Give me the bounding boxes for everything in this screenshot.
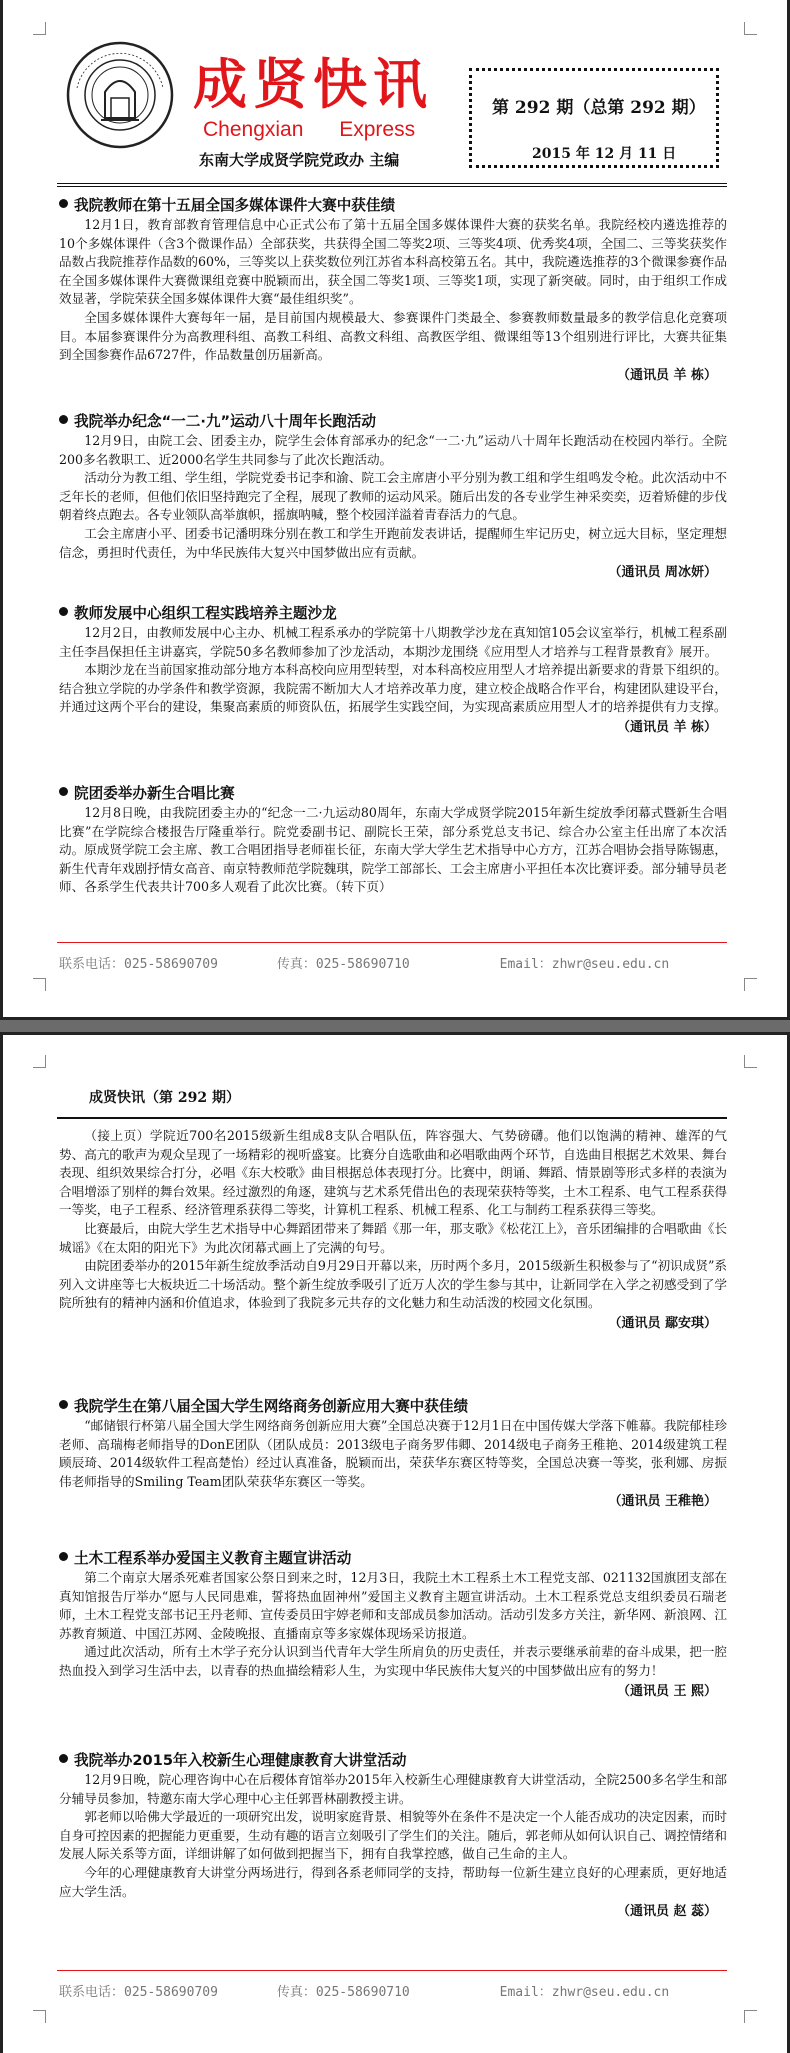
article-byline: （通讯员 王稚艳） [608,1494,717,1510]
issue-box [469,68,719,168]
article-headline: 我院举办2015年入校新生心理健康教育大讲堂活动 [59,1751,727,1771]
footer-email: Email：zhwr@seu.edu.cn [499,957,670,972]
page-separator [0,1020,790,1032]
article-paragraph: 活动分为教工组、学生组，学院党委书记李和渝、院工会主席唐小平分别为教工组和学生组鸣发令枪。此次活动中不乏年长的老师，但他们依旧坚持跑完了全程，展现了教师的运动风采。随后出发的各专业学生神采奕奕，迈着矫健的步伐朝着终点跑去。各专业领队高举旗帜，摇旗呐喊，整个校园洋溢着青春活力的气息。 [59,470,727,523]
page-footer [59,953,669,972]
article-paragraph: 全国多媒体课件大赛每年一届，是目前国内规模最大、参赛课件门类最全、参赛教师数量最多的教学信息化竞赛项目。本届参赛课件分为高教理科组、高教工科组、高教文科组、高教医学组、微课组等13个组别进行评比，大赛共征集到全国参赛作品6727件，作品数量创历届新高。 [59,309,727,363]
bullet-icon [59,199,68,208]
bullet-icon [59,1754,68,1763]
bullet-icon [59,607,68,616]
header-divider [57,1117,727,1119]
article-byline: （通讯员 赵 蕊） [616,1904,717,1920]
crop-mark [744,22,757,35]
article-paragraph: 本期沙龙在当前国家推动部分地方本科高校向应用型转型，对本科高校应用型人才培养提出新要求的背景下组织的。结合独立学院的办学条件和教学资源，我院需不断加大人才培养改革力度，建立校企战略合作平台，构建团队建设平台，并通过这两个平台的建设，集聚高素质的师资队伍，拓展学生实践空间，为实现高素质应用型人才的培养提供有力支撑。 [59,662,727,715]
article [59,1397,727,1513]
article [59,604,727,739]
article-paragraph: 12月8日晚，由我院团委主办的“纪念一二·九运动80周年，东南大学成贤学院2015年新生绽放季闭幕式暨新生合唱比赛”在学院综合楼报告厅隆重举行。院党委副书记、副院长王荣，部分系党总支书记、综合办公室主任出席了本次活动。原成贤学院工会主席、教工合唱团指导老师崔长征，东南大学大学生艺术指导中心方方，江苏合唱协会指导陈锡惠，新生代青年戏剧抒情女高音、南京特教师范学院魏琪，院学工部部长、工会主席唐小平担任本次比赛评委。部分辅导员老师、各系学生代表共计700多人观看了此次比赛。（转下页） [59,805,727,895]
article-paragraph: 12月2日，由教师发展中心主办、机械工程系承办的学院第十八期教学沙龙在真知馆105会议室举行，机械工程系副主任李昌保担任主讲嘉宾，学院50多名教师参加了沙龙活动，本期沙龙围绕《应用型人才培养与工程背景教育》展开。 [59,625,727,659]
article [59,196,727,387]
issuer-line: 东南大学成贤学院党政办 主编 [199,151,400,169]
bullet-icon [59,1552,68,1561]
crop-mark [744,978,757,991]
article-paragraph: 比赛最后，由院大学生艺术指导中心舞蹈团带来了舞蹈《那一年，那支歌》《松花江上》，音乐团编排的合唱歌曲《长城谣》《在太阳的阳光下》为此次闭幕式画上了完满的句号。 [59,1220,727,1255]
article-paragraph: 12月9日晚，院心理咨询中心在后稷体育馆举办2015年入校新生心理健康教育大讲堂活动，全院2500多名学生和部分辅导员参加，特邀东南大学心理中心主任郭晋林副教授主讲。 [59,1772,727,1806]
article-paragraph: （接上页）学院近700名2015级新生组成8支队合唱队伍，阵容强大、气势磅礴。他们以饱满的精神、雄浑的气势、高亢的歌声为观众呈现了一场精彩的视听盛宴。比赛分自选歌曲和必唱歌曲两个环节，自选曲目根据艺术效果、舞台表现、组织效果综合打分，必唱《东大校歌》曲目根据总体表现打分。比赛中，朗诵、舞蹈、情景剧等形式多样的表演为合唱增添了别样的舞台效果。经过激烈的角逐，建筑与艺术系凭借出色的表现荣获特等奖，土木工程系、电气工程系获得一等奖，电子工程系、经济管理系获得二等奖，计算机工程系、机械工程系、化工与制药工程系获得三等奖。 [59,1128,727,1218]
newsletter-page-2 [0,1032,790,2053]
article-continued [59,1127,727,1335]
article-paragraph: “邮储银行杯第八届全国大学生网络商务创新应用大赛”全国总决赛于12月1日在中国传媒大学落下帷幕。我院郁桂珍老师、高瑞梅老师指导的DonE团队（团队成员：2013级电子商务罗伟卿、2014级电子商务王稚艳、2014级建筑工程顾辰琦、2014级软件工程高楚怡）经过认真准备，脱颖而出，荣获华东赛区特等奖，全国总决赛一等奖，张利娜、房振伟老师指导的Smiling Team团队荣获华东赛区一等奖。 [59,1418,727,1489]
article-paragraph: 今年的心理健康教育大讲堂分两场进行，得到各系老师同学的支持，帮助每一位新生建立良好的心理素质，更好地适应大学生活。 [59,1864,727,1899]
masthead-divider [57,183,727,187]
issue-number: 第 292 期（总第 292 期） [492,98,706,118]
article-paragraph: 12月9日，由院工会、团委主办，院学生会体育部承办的纪念“一二·九”运动八十周年长跑活动在校园内举行。全院200多名教职工、近2000名学生共同参与了此次长跑活动。 [59,433,727,467]
article-paragraph: 郭老师以哈佛大学最近的一项研究出发，说明家庭背景、相貌等外在条件不是决定一个人能否成功的决定因素，而时自身可控因素的把握能力更重要，生动有趣的语言立刻吸引了学生们的关注。随后，郭老师从如何认识自己、调控情绪和发展人际关系等方面，详细讲解了如何做到把握当下，拥有自我掌控感，做自己生命的主人。 [59,1809,727,1862]
article-headline: 我院学生在第八届全国大学生网络商务创新应用大赛中获佳绩 [59,1397,727,1417]
footer-divider [57,942,727,943]
footer-phone: 联系电话：025-58690709 [59,957,218,972]
crop-mark [744,1055,757,1068]
page-footer [59,1981,669,2000]
article-byline: （通讯员 鄢安琪） [608,1315,717,1331]
crop-mark [33,1055,46,1068]
article-headline: 我院举办纪念“一二·九”运动八十周年长跑活动 [59,412,727,432]
article [59,1549,727,1703]
brand-title-en: Chengxian Express [203,118,416,141]
university-seal-icon [65,40,175,150]
running-title: 成贤快讯（第 292 期） [89,1090,240,1106]
bullet-icon [59,415,68,424]
crop-mark [33,22,46,35]
article-byline: （通讯员 周冰妍） [608,565,717,581]
article-paragraph: 12月1日，教育部教育管理信息中心正式公布了第十五届全国多媒体课件大赛的获奖名单。我院经校内遴选推荐的10个多媒体课件（含3个微课作品）全部获奖，共获得全国二等奖2项、三等奖4项、优秀奖4项，全国二、三等奖获奖作品数占我院推荐作品数的60%，三等奖以上获奖数位列江苏省本科高校第五名。其中，我院遴选推荐的3个微课参赛作品在全国多媒体课件大赛微课组竞赛中脱颖而出，获全国二等奖1项、三等奖1项，实现了新突破。同时，由于组织工作成效显著，学院荣获全国多媒体课件大赛“最佳组织奖”。 [59,217,727,307]
footer-fax: 传真：025-58690710 [276,1985,410,2000]
bullet-icon [59,787,68,796]
article [59,1751,727,1923]
article-headline: 院团委举办新生合唱比赛 [59,784,727,804]
article-paragraph: 通过此次活动，所有土木学子充分认识到当代青年大学生所肩负的历史责任，并表示要继承前辈的奋斗成果，把一腔热血投入到学习生活中去，以青春的热血描绘精彩人生，为实现中华民族伟大复兴的中国梦做出应有的努力！ [59,1644,727,1678]
article-paragraph: 工会主席唐小平、团委书记潘明珠分别在教工和学生开跑前发表讲话，提醒师生牢记历史，树立远大目标，坚定理想信念，勇担时代责任，为中华民族伟大复兴中国梦做出应有贡献。 [59,525,727,560]
brand-title-cn: 成贤快讯 [193,52,433,116]
article-headline: 教师发展中心组织工程实践培养主题沙龙 [59,604,727,624]
footer-divider [57,1970,727,1971]
newsletter-page-1 [0,0,790,1020]
footer-email: Email：zhwr@seu.edu.cn [499,1985,670,2000]
issue-date: 2015 年 12 月 11 日 [532,146,677,162]
article-paragraph: 由院团委举办的2015年新生绽放季活动自9月29日开幕以来，历时两个多月，2015级新生积极参与了“初识成贤”系列入文讲座等七大板块近二十场活动。整个新生绽放季吸引了近万人次的学生参与其中，让新同学在入学之初感受到了学院所独有的精神内涵和价值追求，体验到了我院多元共存的文化魅力和生动活泼的校园文化氛围。 [59,1258,727,1311]
article-byline: （通讯员 羊 栋） [616,719,717,735]
article-byline: （通讯员 羊 栋） [616,367,717,383]
article-headline: 我院教师在第十五届全国多媒体课件大赛中获佳绩 [59,196,727,216]
footer-phone: 联系电话：025-58690709 [59,1985,218,2000]
article [59,784,727,897]
article-paragraph: 第二个南京大屠杀死难者国家公祭日到来之时，12月3日，我院土木工程系土木工程党支部、021132国旗团支部在真知馆报告厅举办“愿与人民同患难，誓将热血固神州”爱国主义教育主题宣讲活动。土木工程系党总支组织委员石瑞老师，土木工程党支部书记王丹老师、宣传委员田宇婷老师和支部成员参加活动。活动引发多方关注，新华网、新浪网、江苏教育频道、中国江苏网、金陵晚报、直播南京等多家媒体现场采访报道。 [59,1570,727,1641]
footer-fax: 传真：025-58690710 [276,957,410,972]
article [59,412,727,584]
article-headline: 土木工程系举办爱国主义教育主题宣讲活动 [59,1549,727,1569]
crop-mark [744,2010,757,2023]
bullet-icon [59,1400,68,1409]
crop-mark [33,2010,46,2023]
article-byline: （通讯员 王 熙） [616,1683,717,1699]
crop-mark [33,978,46,991]
